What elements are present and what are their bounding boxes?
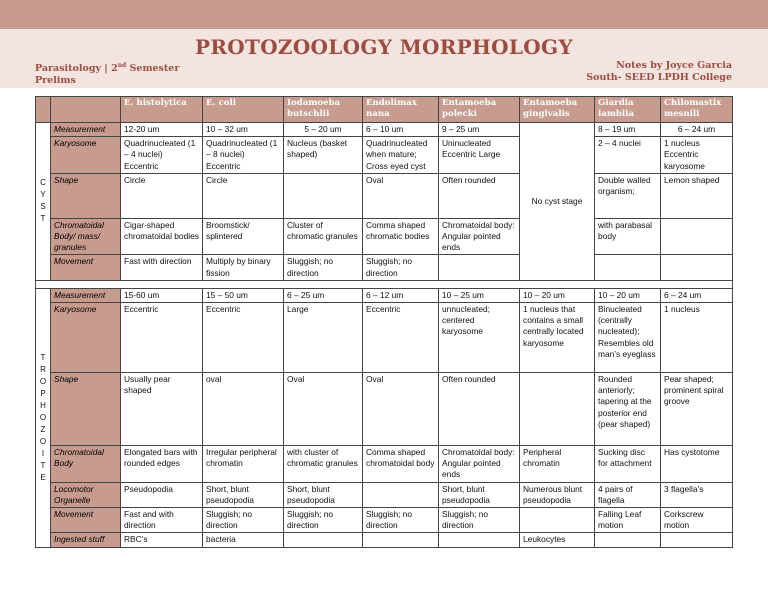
cell: 6 – 24 um [661, 123, 733, 137]
trophozoite-side-label: T R O P H O Z O I T E [36, 288, 51, 547]
cell: Corkscrew motion [661, 508, 733, 533]
cell: Oval [363, 373, 439, 446]
cell: 9 – 25 um [439, 123, 520, 137]
cell: Oval [284, 373, 363, 446]
course-info [35, 60, 179, 87]
cell: Pseudopodia [121, 482, 203, 507]
column-header: Giardia lamblia [595, 97, 661, 123]
cell: Peripheral chromatin [520, 446, 595, 483]
cell: Quadrinucleated (1 – 8 nuclei) Eccentric [203, 137, 284, 174]
term-label: Prelims [35, 75, 76, 87]
cell: 6 – 25 um [284, 288, 363, 302]
cell: Cluster of chromatic granules [284, 218, 363, 255]
cell: 4 pairs of flagella [595, 482, 661, 507]
column-header: Entamoeba polecki [439, 97, 520, 123]
cell: 10 – 20 um [595, 288, 661, 302]
table-row [36, 373, 733, 446]
cell: Irregular peripheral chromatin [203, 446, 284, 483]
cell: Fast with direction [121, 255, 203, 280]
cell: 1 nucleus [661, 303, 733, 373]
top-banner [0, 0, 768, 29]
section-divider [36, 280, 733, 288]
corner-cell [36, 97, 51, 123]
row-label: Karyosome [51, 137, 121, 174]
cell: RBC’s [121, 533, 203, 547]
no-cyst-stage-cell: No cyst stage [520, 123, 595, 281]
cell: Rounded anteriorly; tapering at the posterior end (pear shaped) [595, 373, 661, 446]
cell: oval [203, 373, 284, 446]
row-label: Measurement [51, 123, 121, 137]
cell: Uninucleated Eccentric Large [439, 137, 520, 174]
row-label: Measurement [51, 288, 121, 302]
table-row [36, 508, 733, 533]
table-row [36, 446, 733, 483]
cell: Short, blunt pseudopodia [203, 482, 284, 507]
row-label: Karyosome [51, 303, 121, 373]
cell: Fast and with direction [121, 508, 203, 533]
cell: Oval [363, 173, 439, 218]
subject-rest: Semester [126, 63, 180, 75]
header-row [36, 97, 733, 123]
cell [284, 533, 363, 547]
cell: Cigar-shaped chromatoidal bodies [121, 218, 203, 255]
cell: unnucleated; centered karyosome [439, 303, 520, 373]
cell [284, 173, 363, 218]
cell: 10 – 20 um [520, 288, 595, 302]
cell [595, 255, 661, 280]
cell: Sucking disc for attachment [595, 446, 661, 483]
column-header: E. coli [203, 97, 284, 123]
cell: Double walled organism; [595, 173, 661, 218]
cell: 15 – 50 um [203, 288, 284, 302]
cell: with parabasal body [595, 218, 661, 255]
cell: Large [284, 303, 363, 373]
page-title: PROTOZOOLOGY MORPHOLOGY [195, 35, 573, 59]
cell: Sluggish; no direction [284, 508, 363, 533]
row-label: Movement [51, 508, 121, 533]
cell: Circle [121, 173, 203, 218]
column-header: Iodamoeba butschlii [284, 97, 363, 123]
column-header: Endolimax nana [363, 97, 439, 123]
cell: Usually pear shaped [121, 373, 203, 446]
table-row [36, 288, 733, 302]
cell: Chromatoidal body: Angular pointed ends [439, 446, 520, 483]
cell: 10 – 25 um [439, 288, 520, 302]
cell: Comma shaped chromatic bodies [363, 218, 439, 255]
cell: 5 – 20 um [284, 123, 363, 137]
cell: Quadrinucleated when mature; Cross eyed cyst [363, 137, 439, 174]
cell: Pear shaped; prominent spiral groove [661, 373, 733, 446]
cell: Eccentric [203, 303, 284, 373]
cell: Quadrinucleated (1 – 4 nuclei) Eccentric [121, 137, 203, 174]
cell: Falling Leaf motion [595, 508, 661, 533]
cell [520, 373, 595, 446]
row-label: Shape [51, 373, 121, 446]
author-label: Notes by Joyce Garcia [616, 60, 732, 71]
cell: Sluggish; no direction [284, 255, 363, 280]
cell: 6 – 24 um [661, 288, 733, 302]
table-row [36, 303, 733, 373]
cell: Circle [203, 173, 284, 218]
cell: Sluggish; no direction [363, 255, 439, 280]
cell: 1 nucleus Eccentric karyosome [661, 137, 733, 174]
cell [439, 533, 520, 547]
cell: Multiply by binary fission [203, 255, 284, 280]
cell: bacteria [203, 533, 284, 547]
corner-cell [51, 97, 121, 123]
cell [439, 255, 520, 280]
cell: Often rounded [439, 373, 520, 446]
cell: Sluggish; no direction [363, 508, 439, 533]
row-label: Shape [51, 173, 121, 218]
cell: 3 flagella’s [661, 482, 733, 507]
author-info [586, 60, 732, 84]
cell: Numerous blunt pseudopodia [520, 482, 595, 507]
cell [661, 255, 733, 280]
table-row [36, 123, 733, 137]
row-label: Locomotor Organelle [51, 482, 121, 507]
cell: 2 – 4 nuclei [595, 137, 661, 174]
cell: Short, blunt pseudopodia [284, 482, 363, 507]
cyst-side-label: C Y S T [36, 123, 51, 281]
cell [520, 508, 595, 533]
cell: with cluster of chromatic granules [284, 446, 363, 483]
cell: Often rounded [439, 173, 520, 218]
column-header: Chilomastix mesnili [661, 97, 733, 123]
cell [661, 218, 733, 255]
subject-sup: nd [117, 62, 127, 69]
cell: Eccentric [121, 303, 203, 373]
cell: Lemon shaped [661, 173, 733, 218]
subject-line: Parasitology | 2 [35, 63, 118, 75]
cell [363, 482, 439, 507]
cell: Broomstick/ splintered [203, 218, 284, 255]
table-row [36, 255, 733, 280]
table-row [36, 137, 733, 174]
school-label: South- SEED LPDH College [586, 72, 732, 83]
table-row [36, 482, 733, 507]
cell: Sluggish; no direction [203, 508, 284, 533]
row-label: Chromatoidal Body [51, 446, 121, 483]
cell: 10 – 32 um [203, 123, 284, 137]
cell: Elongated bars with rounded edges [121, 446, 203, 483]
cell: Comma shaped chromatoidal body [363, 446, 439, 483]
row-label: Movement [51, 255, 121, 280]
cell: 8 – 19 um [595, 123, 661, 137]
cell [595, 533, 661, 547]
table-row [36, 533, 733, 547]
cell: Short, blunt pseudopodia [439, 482, 520, 507]
cell [661, 533, 733, 547]
cell [363, 533, 439, 547]
column-header: Entamoeba gingivalis [520, 97, 595, 123]
cell: Chromatoidal body: Angular pointed ends [439, 218, 520, 255]
row-label: Ingested stuff [51, 533, 121, 547]
cell: 12-20 um [121, 123, 203, 137]
row-label: Chromatoidal Body/ mass/ granules [51, 218, 121, 255]
cell: Nucleus (basket shaped) [284, 137, 363, 174]
cell: Sluggish; no direction [439, 508, 520, 533]
cell: 6 – 10 um [363, 123, 439, 137]
cell: Leukocytes [520, 533, 595, 547]
cell: Eccentric [363, 303, 439, 373]
cell: Has cystotome [661, 446, 733, 483]
column-header: E. histolytica [121, 97, 203, 123]
cell: 15-60 um [121, 288, 203, 302]
cell: 6 – 12 um [363, 288, 439, 302]
morphology-table [35, 96, 733, 548]
table-row [36, 173, 733, 218]
table-row [36, 218, 733, 255]
cell: 1 nucleus that contains a small centrally located karyosome [520, 303, 595, 373]
cell: Binucleated (centrally nucleated); Resembles old man’s eyeglass [595, 303, 661, 373]
